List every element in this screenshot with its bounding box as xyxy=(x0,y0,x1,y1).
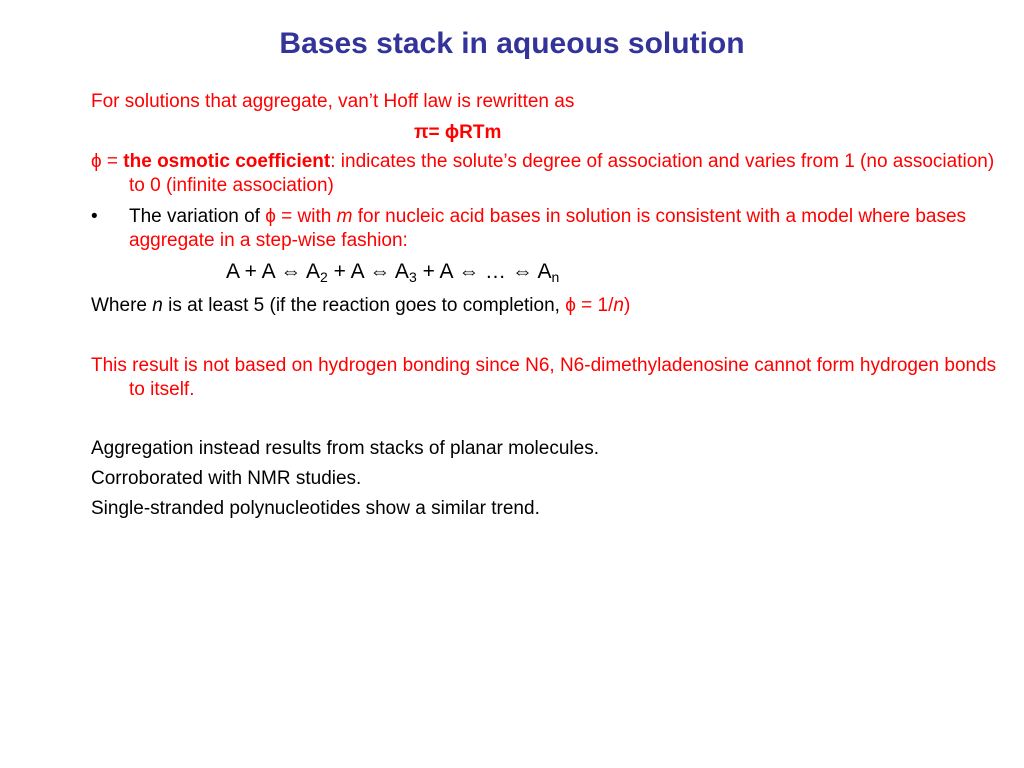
bullet-part1: The variation of xyxy=(129,206,266,227)
bullet-mark: • xyxy=(91,206,98,227)
reaction-a2: + A ⇔ A xyxy=(327,260,409,283)
where-phi-eq: ϕ = 1/ xyxy=(565,295,614,316)
bullet-phi-eq: ϕ = with xyxy=(265,206,337,227)
where-close: ) xyxy=(623,295,631,316)
bullet-part2: for nucleic acid bases in solution is consistent with a model where bases aggregate in a step-wise fashion: xyxy=(129,206,967,251)
pi-symbol: π xyxy=(414,122,429,143)
slide-title: Bases stack in aqueous solution xyxy=(279,27,745,60)
where-p1: Where xyxy=(91,295,153,316)
definition-text: : indicates the solute’s degree of association and varies from 1 (no association) to 0 (infinite association) xyxy=(129,151,995,196)
conclusion-1: Aggregation instead results from stacks of planar molecules. xyxy=(91,438,599,459)
intro-text: For solutions that aggregate, van’t Hoff law is rewritten as xyxy=(91,91,575,112)
aggregation-reaction xyxy=(226,258,559,286)
variation-bullet xyxy=(91,205,1009,253)
definition-term: the osmotic coefficient xyxy=(123,151,331,172)
hydrogen-bond-note: This result is not based on hydrogen bonding since N6, N6-dimethyladenosine cannot form hydrogen bonds to itself. xyxy=(91,355,997,400)
definition-lead: ϕ = xyxy=(91,151,124,172)
conclusion-2: Corroborated with NMR studies. xyxy=(91,468,362,489)
osmotic-coefficient-definition xyxy=(91,150,1009,198)
where-p2: is at least 5 (if the reaction goes to completion, xyxy=(162,295,566,316)
reaction-sub-3: 3 xyxy=(408,269,417,285)
reaction-a3: + A ⇔ … ⇔ A xyxy=(416,260,552,283)
where-n2: n xyxy=(613,295,624,316)
bullet-m: m xyxy=(336,206,353,227)
reaction-a1: A + A ⇔ A xyxy=(226,260,320,283)
equation-equals: = xyxy=(428,122,445,143)
phi-symbol: ϕ xyxy=(444,122,460,143)
conclusion-3: Single-stranded polynucleotides show a similar trend. xyxy=(91,498,540,519)
vant-hoff-equation xyxy=(414,121,501,145)
where-text xyxy=(91,294,971,318)
reaction-sub-2: 2 xyxy=(320,269,328,285)
reaction-sub-n: n xyxy=(551,269,560,285)
where-n1: n xyxy=(152,295,163,316)
equation-rest: RTm xyxy=(459,122,502,143)
